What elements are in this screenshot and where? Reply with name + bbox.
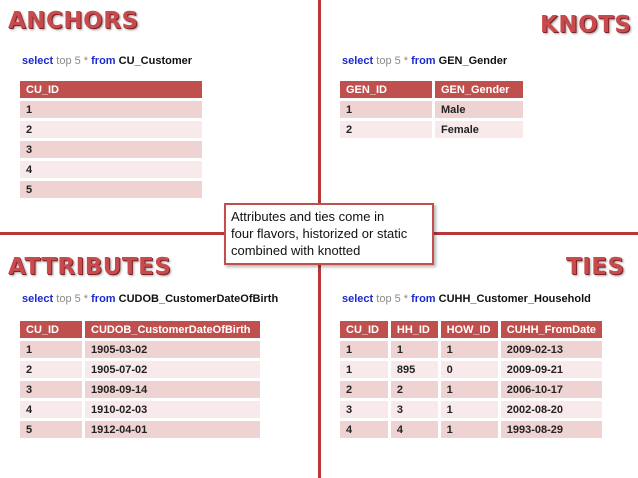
callout-line: four flavors, historized or static — [231, 226, 408, 241]
table-cell: 1 — [438, 381, 498, 398]
anchor-result-table — [20, 78, 202, 201]
callout-line: Attributes and ties come in — [231, 209, 385, 224]
table-cell: 1 — [20, 101, 202, 118]
table-cell: 3 — [20, 141, 202, 158]
ties-heading: TIES — [566, 254, 625, 280]
table-cell: 5 — [20, 181, 202, 198]
table-cell: 2006-10-17 — [498, 381, 602, 398]
column-header: CU_ID — [340, 321, 388, 338]
table-cell: 1 — [438, 341, 498, 358]
table-cell: Male — [432, 101, 523, 118]
table-cell: 1993-08-29 — [498, 421, 602, 438]
sql-from-keyword: from — [91, 55, 116, 67]
table-row — [340, 341, 602, 358]
sql-from-keyword: from — [91, 293, 116, 305]
table-row — [20, 381, 260, 398]
column-header: GEN_Gender — [432, 81, 523, 98]
anchor-sql-query — [22, 55, 192, 67]
table-row — [20, 421, 260, 438]
table-row — [340, 381, 602, 398]
knots-heading: KNOTS — [540, 12, 632, 38]
column-header: HOW_ID — [438, 321, 498, 338]
sql-table-name: CU_Customer — [118, 55, 193, 67]
knot-sql-query — [342, 55, 507, 67]
table-cell: 4 — [20, 161, 202, 178]
tie-sql-query — [342, 293, 591, 305]
attribute-sql-query — [22, 293, 278, 305]
table-cell: 4 — [20, 401, 82, 418]
attributes-heading: ATTRIBUTES — [8, 254, 172, 280]
table-cell: 2 — [388, 381, 438, 398]
column-header: CUHH_FromDate — [498, 321, 602, 338]
table-row — [340, 361, 602, 378]
table-row — [340, 421, 602, 438]
table-row — [20, 401, 260, 418]
table-row — [20, 361, 260, 378]
column-header: GEN_ID — [340, 81, 432, 98]
table-row — [20, 181, 202, 198]
column-header: CU_ID — [20, 81, 202, 98]
table-cell: 2 — [340, 121, 432, 138]
table-row — [340, 121, 523, 138]
sql-select-keyword: select — [22, 293, 54, 305]
table-cell: 1 — [388, 341, 438, 358]
table-cell: 1 — [340, 361, 388, 378]
table-cell: 1905-03-02 — [82, 341, 260, 358]
table-cell: 3 — [388, 401, 438, 418]
sql-table-name: GEN_Gender — [438, 55, 508, 67]
table-cell: 2009-02-13 — [498, 341, 602, 358]
table-cell: Female — [432, 121, 523, 138]
sql-top-clause: top 5 * — [56, 293, 89, 305]
table-row — [20, 141, 202, 158]
column-header: CU_ID — [20, 321, 82, 338]
table-row — [340, 401, 602, 418]
sql-from-keyword: from — [411, 55, 436, 67]
table-cell: 3 — [20, 381, 82, 398]
sql-top-clause: top 5 * — [56, 55, 89, 67]
table-cell: 1908-09-14 — [82, 381, 260, 398]
anchors-heading: ANCHORS — [8, 8, 139, 34]
table-cell: 2 — [340, 381, 388, 398]
table-cell: 2 — [20, 121, 202, 138]
callout-line: combined with knotted — [231, 243, 361, 258]
sql-top-clause: top 5 * — [376, 293, 409, 305]
table-cell: 5 — [20, 421, 82, 438]
table-row — [20, 161, 202, 178]
table-row — [20, 101, 202, 118]
column-header: HH_ID — [388, 321, 438, 338]
table-cell: 1 — [340, 101, 432, 118]
table-cell: 1905-07-02 — [82, 361, 260, 378]
table-cell: 1910-02-03 — [82, 401, 260, 418]
table-row — [20, 341, 260, 358]
table-cell: 4 — [388, 421, 438, 438]
sql-select-keyword: select — [22, 55, 54, 67]
table-cell: 1 — [340, 341, 388, 358]
attribute-result-table — [20, 318, 260, 441]
column-header: CUDOB_CustomerDateOfBirth — [82, 321, 260, 338]
table-cell: 4 — [340, 421, 388, 438]
table-cell: 1 — [20, 341, 82, 358]
table-cell: 895 — [388, 361, 438, 378]
sql-table-name: CUHH_Customer_Household — [438, 293, 591, 305]
center-callout — [224, 203, 434, 265]
table-cell: 1 — [438, 401, 498, 418]
sql-top-clause: top 5 * — [376, 55, 409, 67]
table-row — [20, 121, 202, 138]
table-row — [340, 101, 523, 118]
table-cell: 2002-08-20 — [498, 401, 602, 418]
table-cell: 3 — [340, 401, 388, 418]
table-cell: 0 — [438, 361, 498, 378]
knot-result-table — [340, 78, 523, 141]
table-cell: 2 — [20, 361, 82, 378]
table-cell: 2009-09-21 — [498, 361, 602, 378]
sql-table-name: CUDOB_CustomerDateOfBirth — [118, 293, 279, 305]
table-cell: 1912-04-01 — [82, 421, 260, 438]
sql-select-keyword: select — [342, 293, 374, 305]
tie-result-table — [340, 318, 602, 441]
sql-from-keyword: from — [411, 293, 436, 305]
table-cell: 1 — [438, 421, 498, 438]
sql-select-keyword: select — [342, 55, 374, 67]
